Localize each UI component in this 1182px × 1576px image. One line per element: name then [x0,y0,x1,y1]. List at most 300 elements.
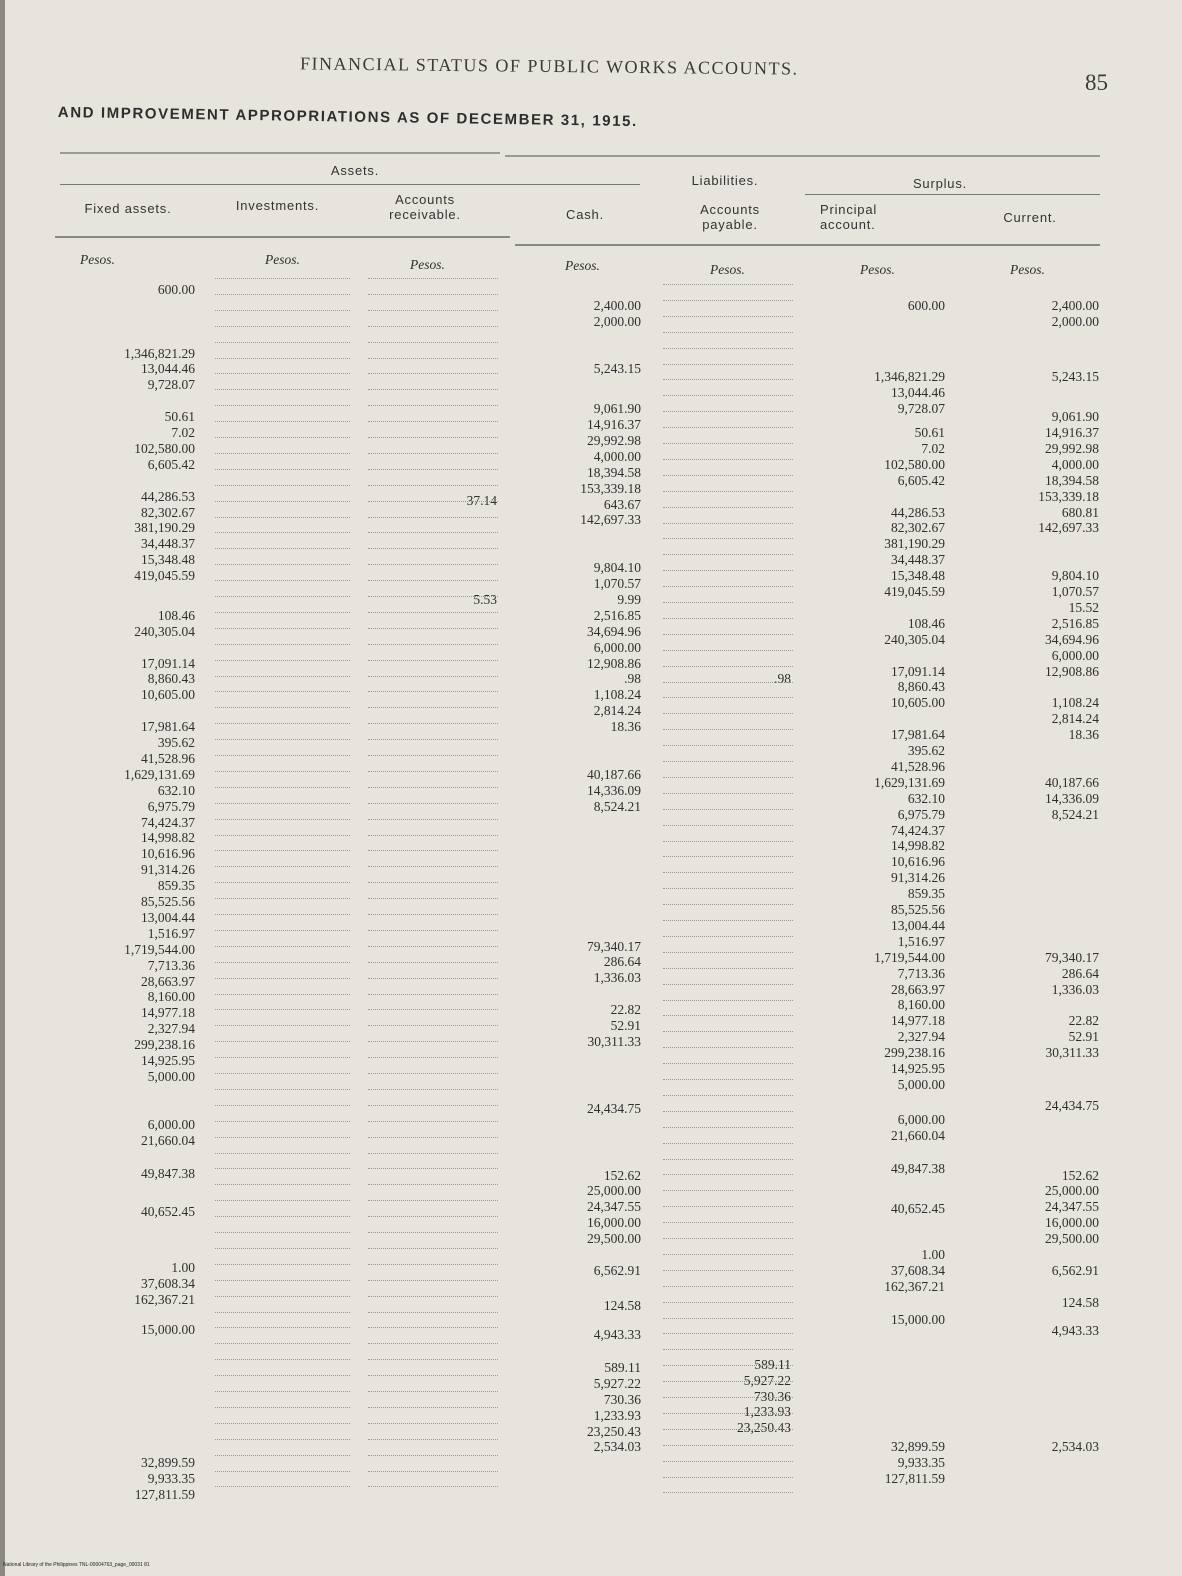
leader-dots [215,1057,350,1058]
table-cell-fa: 44,286.53 [141,488,195,504]
leader-dots [663,459,793,460]
leader-dots [215,723,350,724]
table-cell-cu: 16,000.00 [1045,1215,1099,1231]
unit-label-investments: Pesos. [265,252,300,267]
leader-dots [215,691,350,692]
leader-dots [663,1365,793,1366]
table-cell-fa: 7,713.36 [147,957,195,973]
table-cell-pr: 632.10 [907,790,945,806]
table-cell-pr: 82,302.67 [891,520,945,536]
leader-dots [663,1413,793,1414]
leader-dots [663,1143,793,1144]
table-cell-ca: 2,516.85 [593,607,641,623]
table-cell-fa: 14,977.18 [141,1005,195,1021]
table-cell-cu: 124.58 [1061,1294,1099,1310]
leader-dots [215,1184,350,1185]
table-cell-cu: 1,070.57 [1051,584,1099,599]
table-cell-pr: 14,925.95 [891,1061,945,1076]
table-cell-ca: 30,311.33 [587,1033,641,1049]
table-cell-pr: 44,286.53 [891,504,945,520]
leader-dots [368,1455,498,1456]
leader-dots [368,1486,498,1487]
table-cell-fa: 1,719,544.00 [124,941,195,957]
leader-dots [663,920,793,921]
leader-dots [663,586,793,587]
leader-dots [215,1041,350,1042]
leader-dots [663,332,793,333]
table-cell-ca: 8,524.21 [593,798,641,814]
leader-dots [215,485,350,486]
leader-dots [663,284,793,285]
table-cell-cu: 4,000.00 [1051,456,1099,472]
leader-dots [215,628,350,629]
table-cell-ca: 23,250.43 [587,1423,641,1439]
table-cell-ca: 52.91 [610,1018,641,1034]
leader-dots [215,326,350,327]
leader-dots [663,523,793,524]
table-cell-fa: 1,629,131.69 [124,766,195,782]
leader-dots [368,580,498,581]
leader-dots [663,1190,793,1191]
leader-dots [663,872,793,873]
leader-dots [368,994,498,995]
table-cell-fa: 7.02 [171,425,195,440]
table-cell-ca: 9,061.90 [593,401,641,417]
table-cell-fa: 15,000.00 [141,1321,195,1337]
leader-dots [215,1025,350,1026]
table-cell-cu: 2,400.00 [1051,297,1099,313]
table-cell-pr: 600.00 [907,297,945,313]
leader-dots [215,501,350,502]
leader-dots [663,777,793,778]
table-cell-pr: 13,044.46 [891,385,945,401]
table-cell-ca: 2,000.00 [593,313,641,329]
leader-dots [663,475,793,476]
leader-dots [663,1318,793,1319]
leader-dots [663,1397,793,1398]
unit-label-principal: Pesos. [860,262,895,277]
top-rule-right [505,155,1100,157]
leader-dots [368,1009,498,1010]
leader-dots [215,405,350,406]
table-cell-pr: 859.35 [907,886,945,902]
table-cell-cu: 30,311.33 [1045,1045,1099,1061]
table-cell-cu: 9,061.90 [1051,409,1099,425]
leader-dots [215,1312,350,1313]
leader-dots [663,634,793,635]
table-cell-fa: 40,652.45 [141,1204,195,1220]
table-cell-ca: 40,187.66 [587,766,641,782]
leader-dots [663,1079,793,1080]
table-cell-pr: 381,190.29 [884,536,945,552]
leader-dots [215,389,350,390]
table-cell-fa: 50.61 [164,409,195,425]
leader-dots [215,278,350,279]
unit-label-current: Pesos. [1010,262,1045,277]
table-cell-ca: 29,500.00 [587,1231,641,1247]
leader-dots [215,1009,350,1010]
leader-dots [368,501,498,502]
table-cell-cu: 6,562.91 [1051,1262,1099,1278]
table-cell-pr: 6,605.42 [897,472,945,488]
table-cell-ca: 16,000.00 [587,1215,641,1231]
leader-dots [663,411,793,412]
table-cell-cu: 152.62 [1061,1167,1099,1183]
table-cell-fa: 8,860.43 [147,671,195,687]
table-cell-fa: 34,448.37 [141,536,195,552]
leader-dots [215,1375,350,1376]
table-cell-fa: 91,314.26 [141,862,195,878]
leader-dots [368,548,498,549]
leader-dots [368,1105,498,1106]
table-cell-cu: 25,000.00 [1045,1183,1099,1199]
leader-dots [215,548,350,549]
table-cell-fa: 6,975.79 [147,798,195,814]
leader-dots [663,1111,793,1112]
col-current: Current. [1003,210,1057,225]
leader-dots [215,1200,350,1201]
leader-dots [663,745,793,746]
leader-dots [215,898,350,899]
table-cell-ca: 142,697.33 [580,512,641,528]
leader-dots [368,1153,498,1154]
leader-dots [663,1031,793,1032]
table-cell-pr: 2,327.94 [897,1029,945,1045]
table-cell-ap: .98 [774,671,791,687]
table-cell-fa: 32,899.59 [141,1455,195,1471]
leader-dots [215,1121,350,1122]
unit-label-receivable: Pesos. [410,257,445,272]
leader-dots [215,373,350,374]
table-cell-ca: 14,916.37 [587,417,641,433]
table-cell-ca: 9,804.10 [593,560,641,576]
table-cell-pr: 21,660.04 [891,1127,945,1143]
leader-dots [368,485,498,486]
leader-dots [215,930,350,931]
table-cell-ca: 1,108.24 [593,687,641,703]
leader-dots [215,771,350,772]
table-cell-ca: 124.58 [603,1297,641,1313]
table-cell-fa: 162,367.21 [134,1291,195,1307]
table-cell-pr: 14,998.82 [891,838,945,854]
table-cell-ca: 4,000.00 [593,448,641,464]
leader-dots [368,564,498,565]
top-rule-left [60,152,500,154]
table-cell-pr: 17,981.64 [891,727,945,743]
leader-dots [215,1423,350,1424]
leader-dots [368,294,498,295]
table-cell-fa: 10,616.96 [141,846,195,862]
leader-dots [368,739,498,740]
leader-dots [663,697,793,698]
table-cell-pr: 49,847.38 [891,1161,945,1177]
leader-dots [368,278,498,279]
table-cell-pr: 9,933.35 [897,1455,945,1471]
table-cell-fa: 41,528.96 [141,750,195,766]
table-cell-pr: 7,713.36 [897,965,945,981]
table-cell-fa: 859.35 [157,878,195,894]
leader-dots [663,379,793,380]
table-cell-pr: 5,000.00 [897,1076,945,1092]
table-cell-ca: 2,400.00 [593,297,641,313]
leader-dots [215,676,350,677]
table-cell-fa: 1,346,821.29 [124,345,195,361]
leader-dots [663,1238,793,1239]
table-cell-pr: 102,580.00 [884,456,945,472]
leader-dots [215,294,350,295]
header-bottom-rule-right [515,244,1100,246]
leader-dots [215,310,350,311]
table-cell-cu: 9,804.10 [1051,568,1099,584]
leader-dots [215,1280,350,1281]
table-cell-cu: 2,000.00 [1051,313,1099,329]
leader-dots [368,1359,498,1360]
table-cell-fa: 14,998.82 [141,830,195,846]
leader-dots [215,517,350,518]
leader-dots [368,1312,498,1313]
table-cell-cu: 8,524.21 [1051,806,1099,822]
surplus-group-rule [805,194,1100,195]
table-cell-ca: 1,336.03 [593,970,641,986]
table-cell-ca: .98 [624,671,641,687]
leader-dots [663,316,793,317]
table-cell-cu: 680.81 [1061,504,1099,520]
leader-dots [368,596,498,597]
leader-dots [368,691,498,692]
leader-dots [215,755,350,756]
leader-dots [368,1137,498,1138]
table-cell-pr: 8,160.00 [897,997,945,1013]
table-cell-cu: 22.82 [1068,1013,1099,1029]
leader-dots [663,1063,793,1064]
table-cell-fa: 1,516.97 [147,925,195,941]
table-cell-pr: 13,004.44 [891,917,945,933]
table-cell-pr: 7.02 [921,440,945,456]
leader-dots [368,1216,498,1217]
leader-dots [368,1375,498,1376]
table-cell-ca: 2,814.24 [593,703,641,719]
leader-dots [215,644,350,645]
leader-dots [663,1302,793,1303]
leader-dots [663,300,793,301]
table-cell-pr: 34,448.37 [891,552,945,568]
leader-dots [368,405,498,406]
table-cell-cu: 1,108.24 [1051,695,1099,711]
leader-dots [663,713,793,714]
leader-dots [368,326,498,327]
table-cell-fa: 2,327.94 [147,1021,195,1037]
table-cell-fa: 10,605.00 [141,687,195,703]
leader-dots [368,1391,498,1392]
group-assets: Assets. [330,163,380,178]
leader-dots [368,771,498,772]
leader-dots [215,882,350,883]
table-cell-cu: 34,694.96 [1045,631,1099,647]
table-cell-pr: 91,314.26 [891,870,945,886]
table-cell-cu: 79,340.17 [1045,949,1099,965]
table-cell-cu: 142,697.33 [1038,520,1099,536]
leader-dots [663,856,793,857]
leader-dots [215,739,350,740]
leader-dots [215,1359,350,1360]
leader-dots [368,1327,498,1328]
col-investments: Investments. [235,198,320,213]
leader-dots [663,1254,793,1255]
leader-dots [663,1159,793,1160]
table-cell-fa: 108.46 [157,607,195,623]
leader-dots [215,1089,350,1090]
leader-dots [368,676,498,677]
leader-dots [368,882,498,883]
table-cell-pr: 419,045.59 [884,584,945,599]
table-cell-ap: 23,250.43 [737,1420,791,1436]
table-cell-ca: 6,000.00 [593,639,641,655]
leader-dots [663,1270,793,1271]
leader-dots [368,628,498,629]
table-cell-ar: 37.14 [466,493,497,509]
table-cell-pr: 32,899.59 [891,1439,945,1455]
leader-dots [215,1486,350,1487]
table-cell-pr: 41,528.96 [891,758,945,774]
leader-dots [368,1057,498,1058]
leader-dots [368,469,498,470]
table-cell-ca: 9.99 [617,591,641,607]
leader-dots [215,835,350,836]
table-cell-ca: 79,340.17 [587,938,641,954]
leader-dots [215,1248,350,1249]
leader-dots [215,946,350,947]
leader-dots [368,819,498,820]
table-cell-fa: 37,608.34 [141,1275,195,1291]
leader-dots [368,978,498,979]
leader-dots [663,841,793,842]
table-cell-pr: 395.62 [907,743,945,758]
leader-dots [368,612,498,613]
leader-dots [368,930,498,931]
leader-dots [663,809,793,810]
col-principal-account: Principal account. [820,202,878,232]
table-subtitle: AND IMPROVEMENT APPROPRIATIONS AS OF DECEMBER 31, 1915. [57,104,638,131]
leader-dots [215,1216,350,1217]
table-cell-fa: 127,811.59 [134,1487,195,1503]
leader-dots [215,1327,350,1328]
leader-dots [663,888,793,889]
table-cell-fa: 28,663.97 [141,973,195,989]
table-cell-pr: 9,728.07 [897,401,945,417]
table-cell-ca: 5,927.22 [593,1375,641,1391]
table-cell-pr: 162,367.21 [884,1278,945,1294]
table-cell-fa: 6,605.42 [147,456,195,472]
leader-dots [663,602,793,603]
table-cell-fa: 632.10 [157,782,195,798]
table-cell-ca: 5,243.15 [593,361,641,377]
leader-dots [215,962,350,963]
table-cell-cu: 4,943.33 [1051,1323,1099,1339]
table-cell-ap: 1,233.93 [743,1404,791,1420]
table-cell-fa: 5,000.00 [147,1068,195,1084]
table-cell-fa: 395.62 [157,735,195,751]
table-cell-pr: 50.61 [914,425,945,440]
table-cell-cu: 24,434.75 [1045,1097,1099,1113]
leader-dots [368,1200,498,1201]
table-cell-fa: 6,000.00 [147,1116,195,1132]
leader-dots [215,1455,350,1456]
table-cell-cu: 153,339.18 [1038,488,1099,504]
leader-dots [368,914,498,915]
table-cell-pr: 17,091.14 [891,663,945,679]
leader-dots [215,1264,350,1265]
table-cell-ca: 12,908.86 [587,655,641,671]
table-cell-ca: 152.62 [603,1167,641,1183]
leader-dots [368,1264,498,1265]
table-cell-cu: 286.64 [1061,965,1099,981]
table-cell-fa: 381,190.29 [134,520,195,536]
leader-dots [368,342,498,343]
table-cell-ca: 4,943.33 [593,1326,641,1342]
leader-dots [368,1073,498,1074]
table-cell-ca: 643.67 [603,496,641,512]
leader-dots [663,682,793,683]
leader-dots [215,1296,350,1297]
leader-dots [215,453,350,454]
table-cell-fa: 14,925.95 [141,1053,195,1069]
leader-dots [215,612,350,613]
leader-dots [663,1015,793,1016]
table-cell-fa: 82,302.67 [141,504,195,520]
table-cell-ca: 153,339.18 [580,480,641,496]
table-cell-fa: 13,004.44 [141,909,195,925]
leader-dots [663,507,793,508]
leader-dots [215,819,350,820]
leader-dots [368,644,498,645]
table-cell-cu: 5,243.15 [1051,369,1099,385]
table-cell-fa: 15,348.48 [141,552,195,568]
table-cell-pr: 127,811.59 [884,1471,945,1487]
leader-dots [663,968,793,969]
leader-dots [368,850,498,851]
leader-dots [368,787,498,788]
table-cell-ca: 18,394.58 [587,464,641,480]
table-cell-cu: 14,916.37 [1045,425,1099,440]
leader-dots [663,1445,793,1446]
table-cell-pr: 28,663.97 [891,981,945,997]
table-cell-ap: 589.11 [754,1356,791,1372]
table-cell-fa: 240,305.04 [134,623,195,639]
leader-dots [663,554,793,555]
leader-dots [215,1073,350,1074]
table-cell-pr: 40,652.45 [891,1200,945,1216]
leader-dots [215,421,350,422]
col-accounts-receivable: Accounts receivable. [389,192,461,222]
table-cell-ca: 29,992.98 [587,432,641,448]
table-cell-cu: 6,000.00 [1051,647,1099,663]
table-cell-fa: 600.00 [157,281,195,297]
leader-dots [663,618,793,619]
leader-dots [368,1089,498,1090]
table-cell-fa: 21,660.04 [141,1132,195,1148]
table-cell-pr: 10,605.00 [891,695,945,711]
leader-dots [215,469,350,470]
leader-dots [663,443,793,444]
leader-dots [368,373,498,374]
table-cell-fa: 299,238.16 [134,1037,195,1053]
leader-dots [663,348,793,349]
leader-dots [663,1429,793,1430]
leader-dots [368,660,498,661]
leader-dots [368,1041,498,1042]
leader-dots [663,1174,793,1175]
table-cell-fa: 1.00 [171,1259,195,1275]
